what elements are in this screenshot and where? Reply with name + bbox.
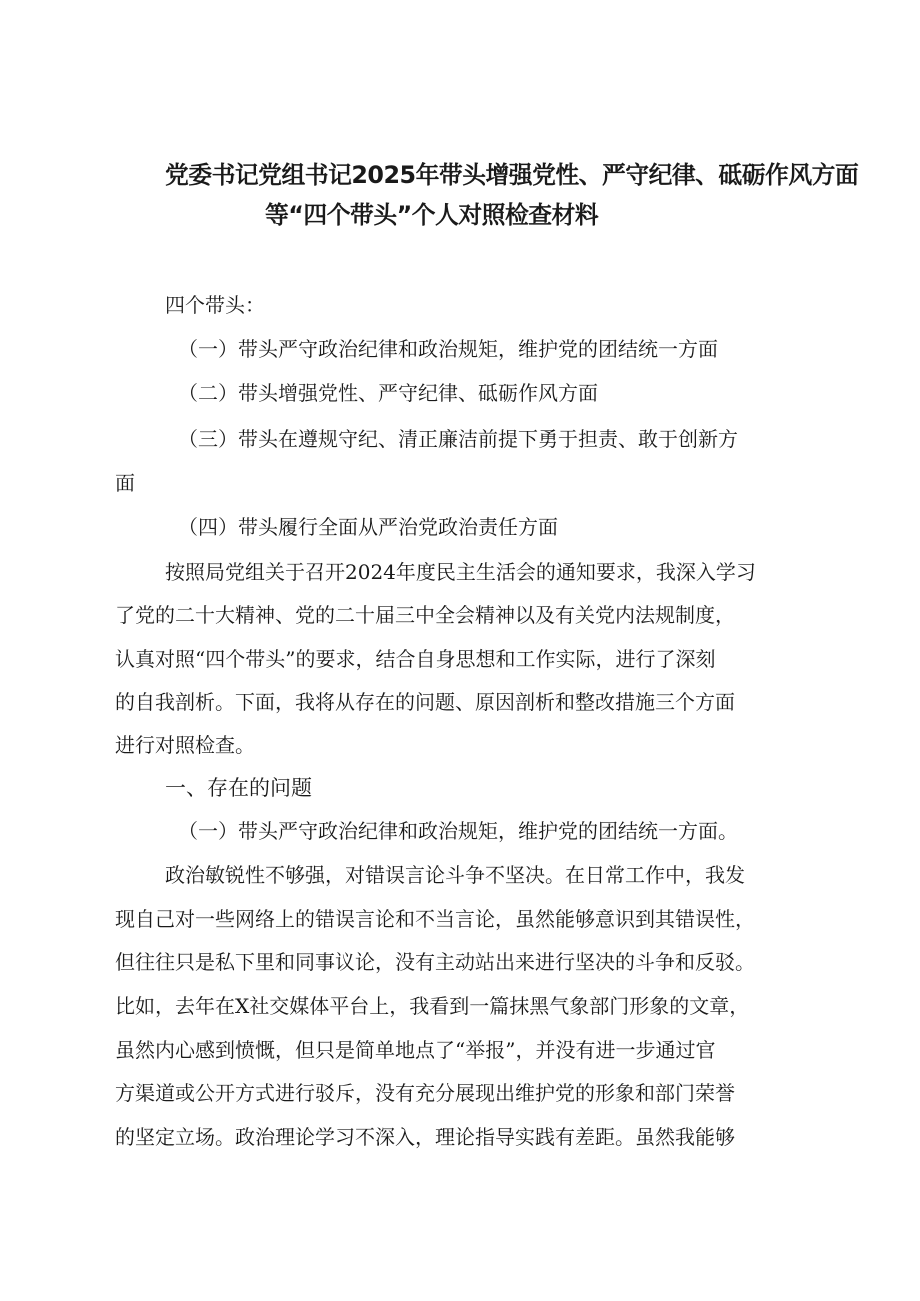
text-line: 面	[115, 471, 135, 495]
title-line-2: 等“四个带头”个人对照检查材料	[265, 201, 599, 229]
text-line: （一）带头严守政治纪律和政治规矩，维护党的团结统一方面。	[178, 819, 738, 843]
text-line: 虽然内心感到愤慨，但只是简单地点了“举报”，并没有进一步通过官	[115, 1038, 716, 1062]
text-line: 方渠道或公开方式进行驳斥，没有充分展现出维护党的形象和部门荣誉	[115, 1081, 735, 1105]
document-title	[165, 155, 865, 235]
text-line: 的自我剖析。下面，我将从存在的问题、原因剖析和整改措施三个方面	[115, 690, 735, 714]
text-line: 政治敏锐性不够强，对错误言论斗争不坚决。在日常工作中，我发	[165, 863, 745, 887]
text-line: 进行对照检查。	[115, 733, 255, 757]
title-line-1: 党委书记党组书记2025年带头增强党性、严守纪律、砥砺作风方面	[165, 161, 859, 189]
text-line: （一）带头严守政治纪律和政治规矩，维护党的团结统一方面	[178, 337, 718, 361]
text-line: 的坚定立场。政治理论学习不深入，理论指导实践有差距。虽然我能够	[115, 1125, 735, 1149]
text-line: 现自己对一些网络上的错误言论和不当言论，虽然能够意识到其错误性，	[115, 907, 755, 931]
section-heading: 一、存在的问题	[165, 776, 312, 800]
text-line: （四）带头履行全面从严治党政治责任方面	[178, 515, 558, 539]
text-line: 四个带头：	[165, 293, 265, 317]
text-line: 认真对照“四个带头”的要求，结合自身思想和工作实际，进行了深刻	[115, 647, 716, 671]
text-line: 了党的二十大精神、党的二十届三中全会精神以及有关党内法规制度，	[115, 603, 735, 627]
text-line: 比如，去年在X社交媒体平台上，我看到一篇抹黑气象部门形象的文章，	[115, 994, 750, 1018]
text-line: 但往往只是私下里和同事议论，没有主动站出来进行坚决的斗争和反驳。	[115, 950, 755, 974]
text-line: （二）带头增强党性、严守纪律、砥砺作风方面	[178, 381, 598, 405]
text-line: 按照局党组关于召开2024年度民主生活会的通知要求，我深入学习	[165, 560, 756, 584]
text-line: （三）带头在遵规守纪、清正廉洁前提下勇于担责、敢于创新方	[178, 427, 738, 451]
